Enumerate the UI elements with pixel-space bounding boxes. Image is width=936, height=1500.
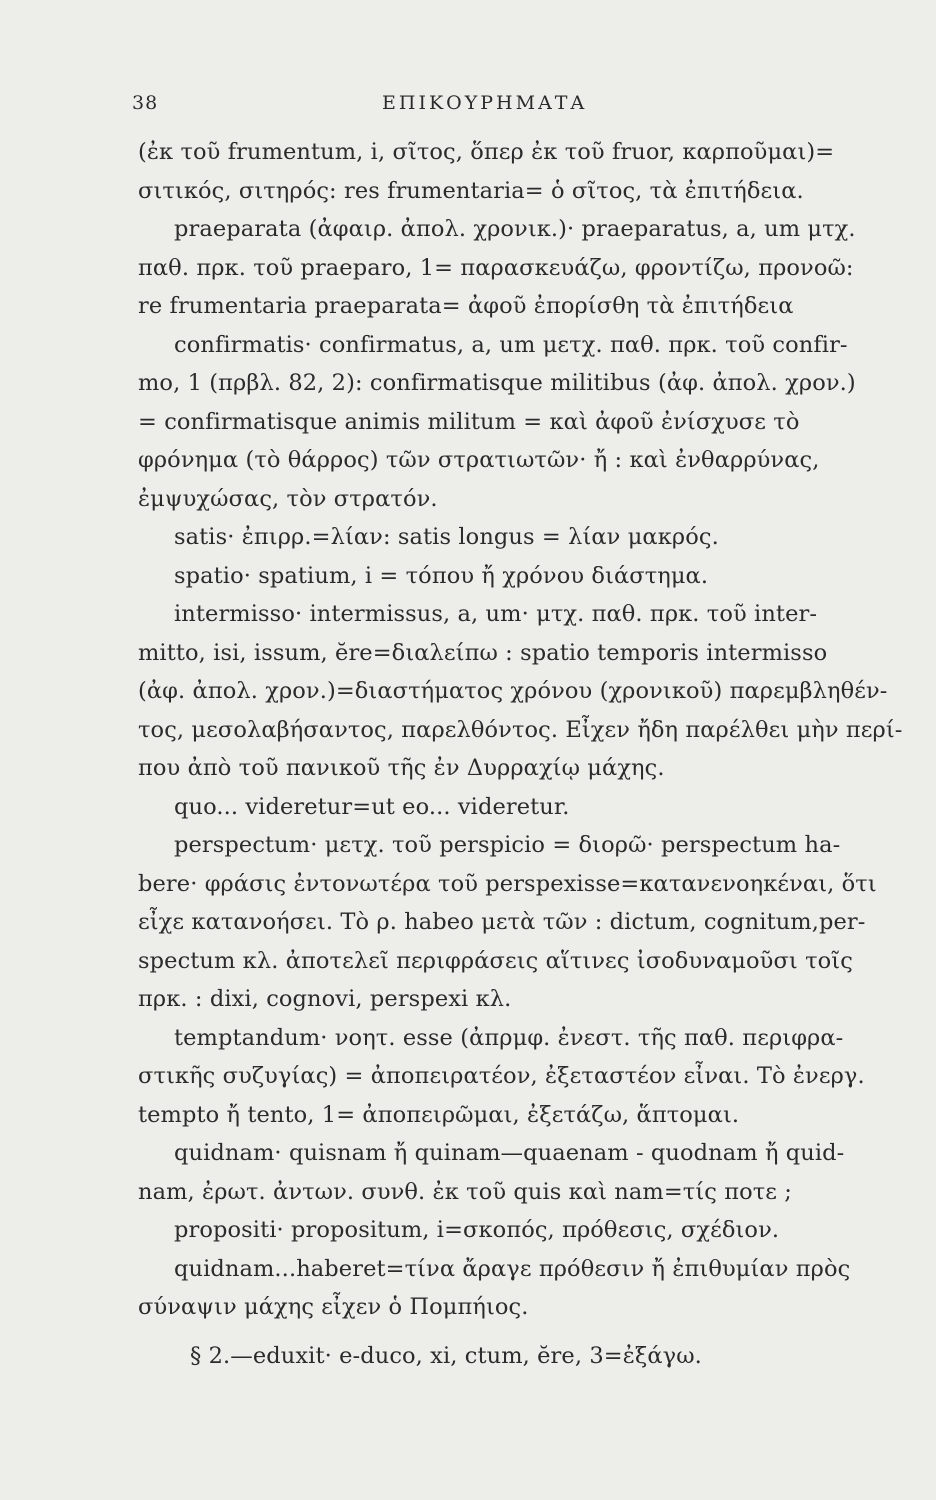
text-line: re frumentaria praeparata= ἀφοῦ ἐπορίσθη τὰ ἐπιτήδεια — [138, 293, 794, 319]
text-line: satis· ἐπιρρ.=λίαν: satis longus = λίαν μακρός. — [174, 524, 719, 550]
running-title: ΕΠΙΚΟΥΡΗΜΑΤΑ — [382, 92, 588, 114]
text-line: (ἐκ τοῦ frumentum, i, σῖτος, ὅπερ ἐκ τοῦ fruor, καρποῦμαι)= — [138, 139, 835, 165]
text-line: σύναψιν μάχης εἶχεν ὁ Πομπήιος. — [138, 1294, 529, 1320]
text-line: στικῆς συζυγίας) = ἀποπειρατέον, ἐξεταστέον εἶναι. Τὸ ἐνεργ. — [138, 1063, 865, 1089]
text-line: propositi· propositum, i=σκοπός, πρόθεσις, σχέδιον. — [174, 1217, 780, 1243]
text-line: (ἀφ. ἀπολ. χρον.)=διαστήματος χρόνου (χρονικοῦ) παρεμβληθέν- — [138, 678, 888, 704]
text-line: perspectum· μετχ. τοῦ perspicio = διορῶ· perspectum ha- — [174, 832, 841, 858]
page-header — [0, 92, 936, 122]
text-line: που ἀπὸ τοῦ πανικοῦ τῆς ἐν Δυρραχίῳ μάχης. — [138, 755, 665, 781]
text-line: intermisso· intermissus, a, um· μτχ. παθ. πρκ. τοῦ inter- — [174, 601, 818, 627]
commentary-text — [138, 133, 908, 1375]
text-line: bere· φράσις ἐντονωτέρα τοῦ perspexisse=κατανενοηκέναι, ὅτι — [138, 870, 877, 897]
text-line: φρόνημα (τὸ θάρρος) τῶν στρατιωτῶν· ἤ : καὶ ἐνθαρρύνας, — [138, 447, 820, 473]
text-line: τος, μεσολαβήσαντος, παρελθόντος. Εἶχεν ἤδη παρέλθει μὴν περί- — [138, 716, 903, 743]
page-number: 38 — [132, 92, 159, 114]
text-line: praeparata (ἀφαιρ. ἀπολ. χρονικ.)· praeparatus, a, um μτχ. — [174, 216, 856, 242]
text-line: quo... videretur=ut eo... videretur. — [174, 793, 570, 820]
text-line: confirmatis· confirmatus, a, um μετχ. παθ. πρκ. τοῦ confir- — [174, 331, 848, 358]
text-line: quidnam...haberet=τίνα ἄραγε πρόθεσιν ἤ ἐπιθυμίαν πρὸς — [174, 1255, 851, 1282]
section-line: § 2.—eduxit· e-duco, xi, ctum, ĕre, 3=ἐξάγω. — [190, 1342, 702, 1369]
text-line: σιτικός, σιτηρός: res frumentaria= ὁ σῖτος, τὰ ἐπιτήδεια. — [138, 177, 804, 204]
text-line: = confirmatisque animis militum = καὶ ἀφοῦ ἐνίσχυσε τὸ — [138, 408, 800, 435]
text-line: παθ. πρκ. τοῦ praeparo, 1= παρασκευάζω, φροντίζω, προνοῶ: — [138, 254, 854, 281]
text-line: quidnam· quisnam ἤ quinam—quaenam - quodnam ἤ quid- — [174, 1140, 845, 1166]
text-line: nam, ἐρωτ. ἀντων. συνθ. ἐκ τοῦ quis καὶ nam=τίς ποτε ; — [138, 1178, 792, 1205]
text-line: ἐμψυχώσας, τὸν στρατόν. — [138, 485, 438, 512]
text-line: tempto ἤ tento, 1= ἀποπειρῶμαι, ἐξετάζω, ἅπτομαι. — [138, 1101, 740, 1128]
text-line: πρκ. : dixi, cognovi, perspexi κλ. — [138, 986, 512, 1012]
text-line: εἶχε κατανοήσει. Τὸ ρ. habeo μετὰ τῶν : dictum, cognitum,per- — [138, 909, 866, 935]
text-line: spatio· spatium, i = τόπου ἤ χρόνου διάστημα. — [174, 562, 709, 589]
text-line: spectum κλ. ἀποτελεῖ περιφράσεις αἵτινες ἰσοδυναμοῦσι τοῖς — [138, 947, 853, 974]
text-line: temptandum· νοητ. esse (ἀπρμφ. ἐνεστ. τῆς παθ. περιφρα- — [174, 1024, 844, 1051]
text-line: mitto, isi, issum, ĕre=διαλείπω : spatio temporis intermisso — [138, 639, 828, 666]
text-line: mo, 1 (πρβλ. 82, 2): confirmatisque militibus (ἀφ. ἀπολ. χρον.) — [138, 370, 856, 396]
